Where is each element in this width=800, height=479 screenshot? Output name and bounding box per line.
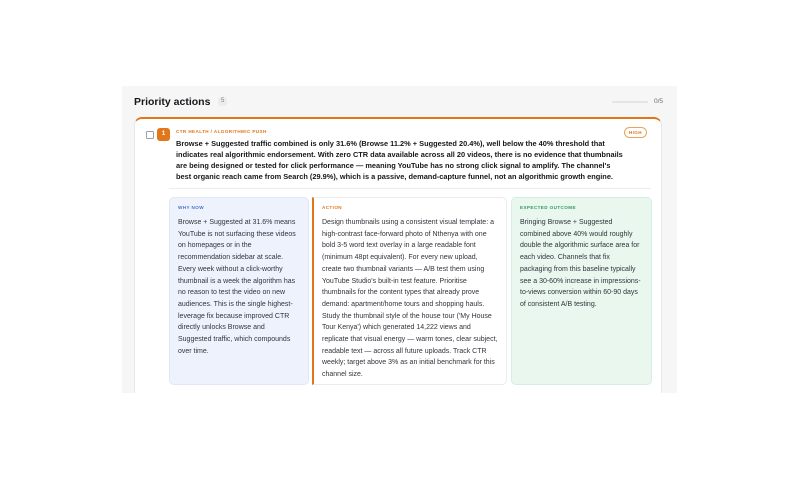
why-now-section	[169, 197, 309, 385]
action-category: CTR HEALTH / ALGORITHMIC PUSH	[176, 129, 267, 134]
actions-count-badge: 5	[218, 97, 227, 106]
why-now-label: WHY NOW	[178, 205, 204, 210]
action-number-badge: 1	[157, 128, 170, 141]
priority-actions-panel	[122, 86, 677, 393]
progress-bar	[612, 101, 648, 103]
action-section	[312, 197, 507, 385]
action-card	[134, 117, 662, 393]
priority-badge: HIGH	[624, 127, 647, 138]
action-text: Design thumbnails using a consistent visual template: a high-contrast face-forward photo of Nthenya with one bold 3-5 word text overlay in a large readable font (minimum 48pt equivalent). For every new upload, create two thumbnail variants — A/B test them using YouTube Studio's built-in test feature. Prioritise thumbnails for the content types that already prove demand: apartment/home tours and shopping hauls. Study the thumbnail style of the house tour ('My House Tour Kenya') which generated 14,222 views and replicate that visual energy — warm tones, clear subject, readable text — across all future uploads. Track CTR weekly; target above 3% as an initial benchmark for this channel size.	[322, 219, 498, 379]
expected-outcome-text: Bringing Browse + Suggested combined above 40% would roughly double the algorithmic surface area for each video. Channels that fix packaging from this baseline typically see a 30-60% increase in impressions-to-views conversion within 60-90 days of consistent A/B testing.	[520, 219, 641, 308]
expected-outcome-section	[511, 197, 652, 385]
panel-title: Priority actions	[134, 96, 211, 108]
progress-text: 0/5	[653, 98, 663, 105]
panel-header	[134, 95, 663, 115]
divider	[169, 188, 651, 189]
expected-outcome-label: EXPECTED OUTCOME	[520, 205, 576, 210]
action-label: ACTION	[322, 205, 343, 210]
why-now-text: Browse + Suggested at 31.6% means YouTube is not surfacing these videos on homepages or in the recommendation sidebar at scale. Every week without a click-worthy thumbnail is a week the algorithm has no reason to test the video on new audiences. This is the single highest-leverage fix because improved CTR directly unlocks Browse and Suggested traffic, which compounds over time.	[178, 219, 296, 355]
action-complete-checkbox[interactable]	[146, 131, 154, 139]
action-summary: Browse + Suggested traffic combined is only 31.6% (Browse 11.2% + Suggested 20.4%), well below the 40% threshold that indicates real algorithmic endorsement. With zero CTR data available across all 20 videos, there is no evidence that thumbnails are being designed or tested for click performance — meaning YouTube has no strong click signal to amplify. The channel's best organic reach came from Search (29.9%), which is a passive, demand-capture funnel, not an algorithmic growth engine.	[176, 139, 623, 181]
